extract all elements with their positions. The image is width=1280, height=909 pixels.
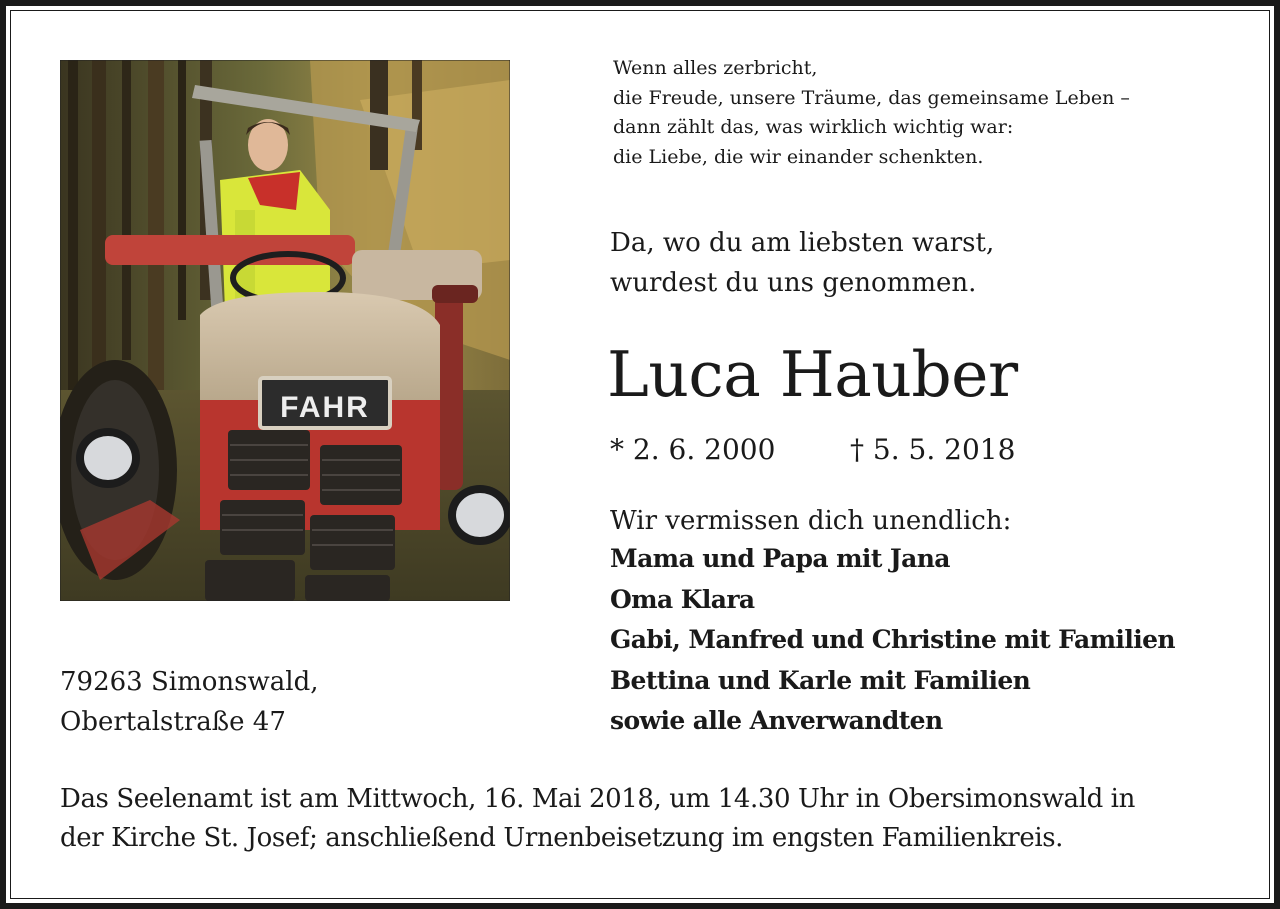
address-line: 79263 Simonswald, bbox=[60, 667, 319, 697]
life-dates bbox=[610, 430, 1015, 470]
portrait-photo bbox=[60, 60, 510, 601]
service-notice bbox=[60, 780, 1135, 858]
poem bbox=[613, 54, 1130, 172]
service-line: der Kirche St. Josef; anschließend Urnenbeisetzung im engsten Familienkreis. bbox=[60, 823, 1064, 853]
poem-line: Wenn alles zerbricht, bbox=[613, 57, 818, 79]
tractor-badge-text: FAHR bbox=[280, 391, 370, 424]
service-line: Das Seelenamt ist am Mittwoch, 16. Mai 2018, um 14.30 Uhr in Obersimonswald in bbox=[60, 784, 1135, 814]
deceased-name: Luca Hauber bbox=[607, 338, 1018, 411]
mourners-intro: Wir vermissen dich unendlich: bbox=[610, 506, 1012, 536]
tagline bbox=[610, 223, 994, 303]
tagline-line: wurdest du uns genommen. bbox=[610, 268, 977, 298]
mourner-line: Bettina und Karle mit Familien bbox=[610, 665, 1031, 695]
tagline-line: Da, wo du am liebsten warst, bbox=[610, 228, 995, 258]
mourner-line: sowie alle Anverwandten bbox=[610, 706, 943, 735]
mourner-line: Oma Klara bbox=[610, 584, 755, 614]
mourner-line: Gabi, Manfred und Christine mit Familien bbox=[610, 625, 1175, 654]
address bbox=[60, 662, 318, 742]
death-date: † 5. 5. 2018 bbox=[850, 433, 1016, 466]
mourners-list bbox=[610, 539, 1175, 742]
mourner-line: Mama und Papa mit Jana bbox=[610, 544, 950, 573]
poem-line: dann zählt das, was wirklich wichtig war: bbox=[613, 116, 1014, 138]
birth-date: * 2. 6. 2000 bbox=[610, 433, 776, 466]
address-line: Obertalstraße 47 bbox=[60, 707, 286, 737]
poem-line: die Freude, unsere Träume, das gemeinsame Leben – bbox=[613, 86, 1130, 109]
poem-line: die Liebe, die wir einander schenkten. bbox=[613, 145, 984, 168]
